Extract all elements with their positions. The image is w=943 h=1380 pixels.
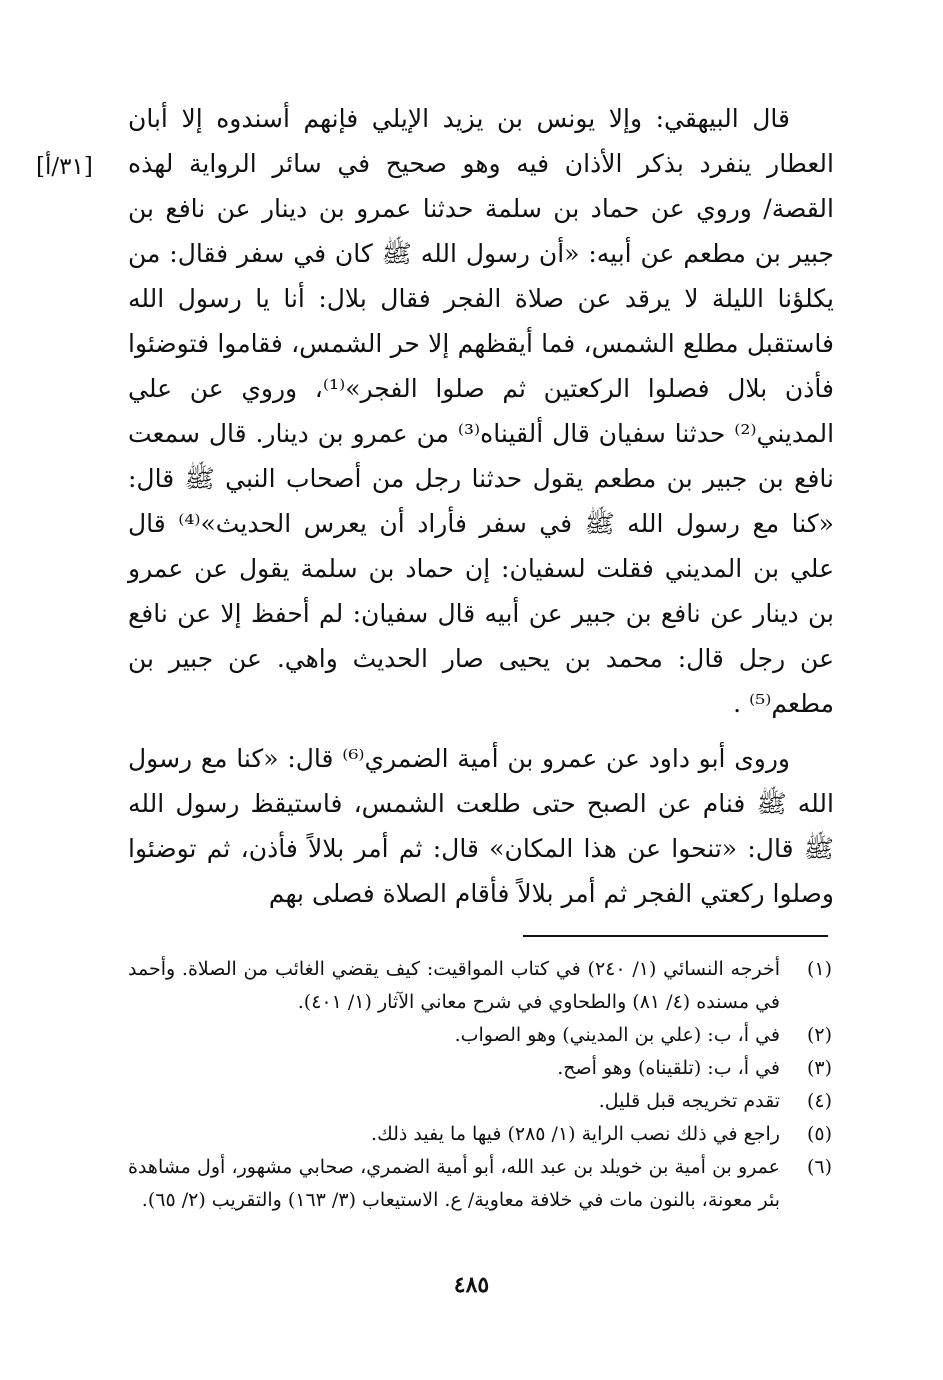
footnote-number: (٣) [806, 1057, 832, 1079]
footnote-2 [128, 1019, 832, 1052]
footnotes [128, 953, 832, 1217]
page-number: ٤٨٥ [453, 1272, 490, 1298]
manuscript-folio-reference: [٣١/أ] [36, 154, 93, 180]
footnote-text: راجع في ذلك نصب الراية (١/ ٢٨٥) فيها ما يفيد ذلك. [371, 1123, 780, 1145]
footnote-4 [128, 1085, 832, 1118]
main-paragraph-2: وروى أبو داود عن عمرو بن أمية الضمري⁽⁶⁾ قال: «كنا مع رسول الله ﷺ فنام عن الصبح حتى طلعت الشمس، فاستيقظ رسول الله ﷺ قال: «تنحوا عن هذا المكان» قال: ثم أمر بلالاً فأذن، ثم توضئوا وصلوا ركعتي الفجر ثم أمر بلالاً فأقام الصلاة فصلى بهم [128, 744, 834, 908]
footnote-number: (٤) [806, 1090, 832, 1112]
main-text [128, 96, 834, 916]
main-paragraph-1: قال البيهقي: وإلا يونس بن يزيد الإيلي فإنهم أسندوه إلا أبان العطار ينفرد بذكر الأذان فيه وهو صحيح في سائر الرواية لهذه القصة/ وروي عن حماد بن سلمة حدثنا عمرو بن دينار عن نافع بن جبير بن مطعم عن أبيه: «أن رسول الله ﷺ كان في سفر فقال: من يكلؤنا الليلة لا يرقد عن صلاة الفجر فقال بلال: أنا يا رسول الله فاستقبل مطلع الشمس، فما أيقظهم إلا حر الشمس، فقاموا فتوضئوا فأذن بلال فصلوا الركعتين ثم صلوا الفجر»⁽¹⁾، وروي عن علي المديني⁽²⁾ حدثنا سفيان قال ألقيناه⁽³⁾ من عمرو بن دينار. قال سمعت نافع بن جبير بن مطعم يقول حدثنا رجل من أصحاب النبي ﷺ قال: «كنا مع رسول الله ﷺ في سفر فأراد أن يعرس الحديث»⁽⁴⁾ قال علي بن المديني فقلت لسفيان: إن حماد بن سلمة يقول عن عمرو بن دينار عن نافع بن جبير عن أبيه قال سفيان: لم أحفظ إلا عن نافع عن رجل قال: محمد بن يحيى صار الحديث واهي. عن جبير بن مطعم⁽⁵⁾ . [128, 104, 835, 718]
footnote-number: (١) [806, 958, 832, 980]
footnote-number: (٥) [806, 1123, 832, 1145]
footnote-5 [128, 1118, 832, 1151]
footnote-6 [128, 1151, 832, 1217]
footnote-text: في أ، ب: (تلقيناه) وهو أصح. [557, 1057, 780, 1079]
footnote-separator [523, 935, 828, 937]
footnote-1 [128, 953, 832, 1019]
footnote-text: في أ، ب: (علي بن المديني) وهو الصواب. [454, 1024, 780, 1046]
footnote-text: عمرو بن أمية بن خويلد بن عبد الله، أبو أمية الضمري، صحابي مشهور، أول مشاهدة بئر معونة، بالنون مات في خلافة معاوية/ ع. الاستيعاب (٣/ ١٦٣) والتقريب (٢/ ٦٥). [128, 1156, 780, 1211]
footnote-number: (٢) [806, 1024, 832, 1046]
footnote-3 [128, 1052, 832, 1085]
footnote-number: (٦) [806, 1156, 832, 1178]
footnote-text: أخرجه النسائي (١/ ٢٤٠) في كتاب المواقيت: كيف يقضي الغائب من الصلاة. وأحمد في مسنده (٤/ ٨١) والطحاوي في شرح معاني الآثار (١/ ٤٠١). [128, 958, 780, 1013]
footnote-text: تقدم تخريجه قبل قليل. [598, 1090, 780, 1112]
